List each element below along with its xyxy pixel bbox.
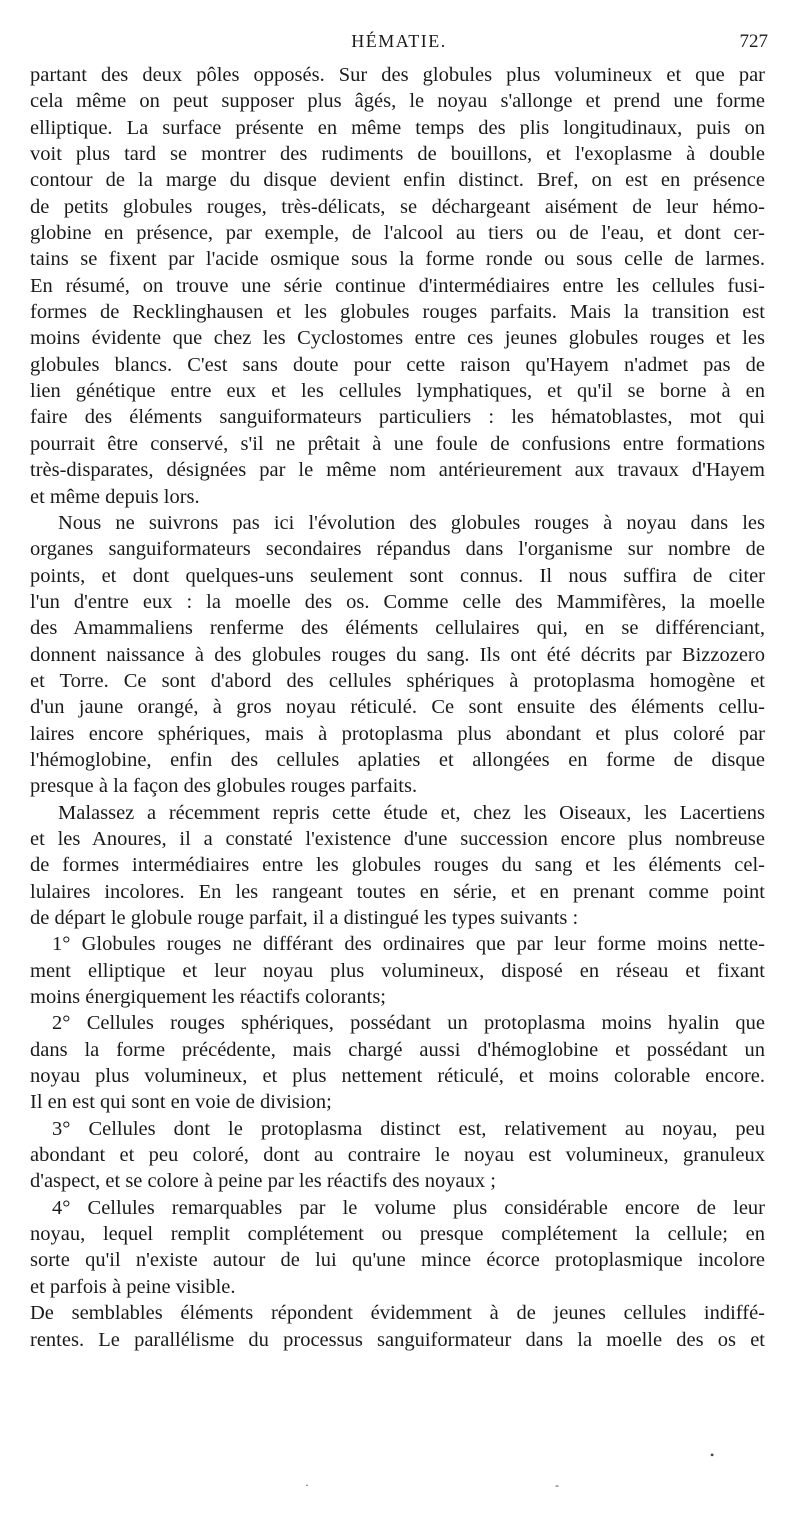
speck: - bbox=[555, 1478, 559, 1492]
list-item-1: 1° Globules rouges ne différant des ordinaires que par leur forme moins nette- bbox=[52, 933, 765, 956]
text-line: l'un d'entre eux : la moelle des os. Comme celle des Mammifères, la moelle bbox=[30, 590, 765, 613]
text-line: d'un jaune orangé, à gros noyau réticulé. Ce sont ensuite des éléments cellu- bbox=[30, 696, 765, 719]
body-text bbox=[30, 62, 765, 1353]
text-line: laires encore sphériques, mais à protoplasma plus abondant et plus coloré par bbox=[30, 722, 765, 745]
paragraph-first-line: Malassez a récemment repris cette étude et, chez les Oiseaux, les Lacertiens bbox=[58, 801, 765, 824]
text-line: noyau plus volumineux, et plus nettement réticulé, et moins colorable encore. bbox=[30, 1065, 765, 1088]
text-line: noyau, lequel remplit complétement ou presque complétement la cellule; en bbox=[30, 1223, 765, 1246]
paragraph-first-line: Nous ne suivrons pas ici l'évolution des globules rouges à noyau dans les bbox=[58, 511, 765, 534]
text-line: et Torre. Ce sont d'abord des cellules sphériques à protoplasma homogène et bbox=[30, 669, 765, 692]
paragraph-first-line: De semblables éléments répondent évidemment à de jeunes cellules indiffé- bbox=[30, 1302, 765, 1325]
text-line: sorte qu'il n'existe autour de lui qu'une mince écorce protoplasmique incolore bbox=[30, 1249, 765, 1272]
text-line: faire des éléments sanguiformateurs particuliers : les hématoblastes, mot qui bbox=[30, 406, 765, 429]
text-line: lulaires incolores. En les rangeant toutes en série, et en prenant comme point bbox=[30, 880, 765, 903]
text-line: lien génétique entre eux et les cellules lymphatiques, et qu'il se borne à en bbox=[30, 380, 765, 403]
paragraph-end-line: de départ le globule rouge parfait, il a distingué les types suivants : bbox=[30, 907, 579, 929]
text-line: pourrait être conservé, s'il ne prêtait à une foule de confusions entre formations bbox=[30, 432, 765, 455]
paragraph-end-line: moins énergiquement les réactifs colorants; bbox=[30, 986, 386, 1009]
text-line: de petits globules rouges, très-délicats, se déchargeant aisément de leur hémo- bbox=[30, 195, 765, 218]
text-line: points, et dont quelques-uns seulement sont connus. Il nous suffira de citer bbox=[30, 564, 765, 587]
page-number: 727 bbox=[739, 31, 768, 52]
text-line: l'hémoglobine, enfin des cellules aplaties et allongées en forme de disque bbox=[30, 748, 765, 771]
text-line: formes de Recklinghausen et les globules rouges parfaits. Mais la transition est bbox=[30, 301, 765, 324]
text-line: de formes intermédiaires entre les globules rouges du sang et les éléments cel- bbox=[30, 854, 765, 877]
list-item-4: 4° Cellules remarquables par le volume plus considérable encore de leur bbox=[52, 1196, 765, 1219]
text-line: elliptique. La surface présente en même temps des plis longitudinaux, puis on bbox=[30, 116, 765, 139]
paragraph-end-line: et même depuis lors. bbox=[30, 485, 200, 508]
text-line: globine en présence, par exemple, de l'alcool au tiers ou de l'eau, et dont cer- bbox=[30, 222, 765, 245]
text-line: voit plus tard se montrer des rudiments de bouillons, et l'exoplasme à double bbox=[30, 143, 765, 166]
running-title: HÉMATIE. bbox=[351, 31, 447, 51]
text-line: rentes. Le parallélisme du processus sanguiformateur dans la moelle des os et bbox=[30, 1328, 765, 1351]
text-line: contour de la marge du disque devient enfin distinct. Bref, on est en présence bbox=[30, 169, 765, 192]
paragraph-end-line: Il en est qui sont en voie de division; bbox=[30, 1091, 332, 1114]
text-line: et les Anoures, il a constaté l'existence d'une succession encore plus nombreuse bbox=[30, 827, 765, 850]
speck: · bbox=[305, 1478, 309, 1492]
text-line: des Amammaliens renferme des éléments cellulaires qui, en se différenciant, bbox=[30, 617, 765, 640]
text-line: globules blancs. C'est sans doute pour cette raison qu'Hayem n'admet pas de bbox=[30, 353, 765, 376]
list-item-3: 3° Cellules dont le protoplasma distinct est, relativement au noyau, peu bbox=[52, 1117, 765, 1140]
text-line: donnent naissance à des globules rouges du sang. Ils ont été décrits par Bizzozero bbox=[30, 643, 765, 666]
list-item-2: 2° Cellules rouges sphériques, possédant un protoplasma moins hyalin que bbox=[52, 1012, 765, 1035]
text-line: moins évidente que chez les Cyclostomes entre ces jeunes globules rouges et les bbox=[30, 327, 765, 350]
speck: • bbox=[710, 1448, 715, 1462]
text-line: organes sanguiformateurs secondaires répandus dans l'organisme sur nombre de bbox=[30, 538, 765, 561]
text-line: cela même on peut supposer plus âgés, le noyau s'allonge et prend une forme bbox=[30, 90, 765, 113]
text-line: ment elliptique et leur noyau plus volumineux, disposé en réseau et fixant bbox=[30, 959, 765, 982]
text-line: tains se fixent par l'acide osmique sous la forme ronde ou sous celle de larmes. bbox=[30, 248, 765, 271]
text-line: très-disparates, désignées par le même nom antérieurement aux travaux d'Hayem bbox=[30, 459, 765, 482]
text-line: partant des deux pôles opposés. Sur des globules plus volumineux et que par bbox=[30, 64, 765, 86]
text-line: En résumé, on trouve une série continue d'intermédiaires entre les cellules fusi- bbox=[30, 274, 765, 297]
text-line: dans la forme précédente, mais chargé aussi d'hémoglobine et possédant un bbox=[30, 1038, 765, 1061]
paragraph-end-line: et parfois à peine visible. bbox=[30, 1275, 236, 1298]
paragraph-end-line: d'aspect, et se colore à peine par les réactifs des noyaux ; bbox=[30, 1170, 496, 1193]
running-head bbox=[30, 31, 768, 57]
paragraph-end-line: presque à la façon des globules rouges parfaits. bbox=[30, 775, 418, 798]
text-line: abondant et peu coloré, dont au contraire le noyau est volumineux, granuleux bbox=[30, 1144, 765, 1167]
